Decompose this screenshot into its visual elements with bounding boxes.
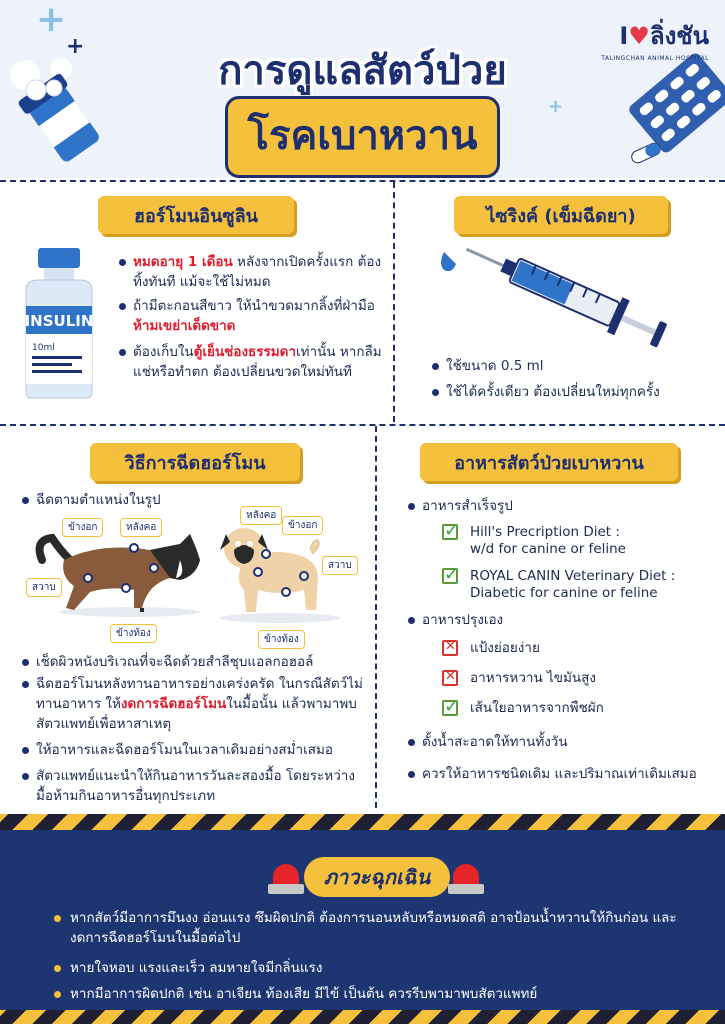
syringe-bullet-2: ใช้ได้ครั้งเดียว ต้องเปลี่ยนใหม่ทุกครั้ง — [446, 382, 716, 402]
insulin-vial-icon — [16, 246, 102, 406]
food-homemade-label: อาหารปรุงเอง — [422, 610, 702, 630]
emergency-bullet-3: หากมีอาการผิดปกติ เช่น อาเจียน ท้องเสีย มีไข้ เป็นต้น ควรรีบพามาพบสัตวแพทย์ — [70, 984, 690, 1004]
dog-tag-flank: ข้างท้อง — [258, 630, 305, 649]
section-divider — [0, 180, 725, 182]
plus-icon: + — [548, 96, 564, 117]
cat-tag-flank: ข้างท้อง — [110, 624, 157, 643]
cross-icon — [442, 670, 458, 686]
check-icon — [442, 700, 458, 716]
syringe-icon — [436, 244, 686, 354]
food-same-food: ควรให้อาหารชนิดเดิม และปริมาณเท่าเดิมเสมอ — [422, 764, 712, 784]
syringe-bullet-1: ใช้ขนาด 0.5 ml — [446, 356, 706, 376]
injection-bullet-3: ให้อาหารและฉีดฮอร์โมนในเวลาเดิมอย่างสม่ำเสมอ — [36, 740, 366, 760]
plus-icon: + — [36, 0, 67, 40]
injection-bullet-1: เช็ดผิวหนังบริเวณที่จะฉีดด้วยสำลีชุบแอลกอฮอล์ — [36, 652, 366, 672]
vial-label: INSULIN — [24, 312, 94, 330]
injection-bullet-4: สัตวแพทย์แนะนำให้กินอาหารวันละสองมื้อ โดยระหว่างมื้อห้ามกินอาหารอื่นทุกประเภท — [36, 766, 366, 806]
insulin-bullet-1: หมดอายุ 1 เดือน หลังจากเปิดครั้งแรก ต้องทิ้งทันที แม้จะใช้ไม่หมด — [133, 254, 382, 290]
food-readymade-label: อาหารสำเร็จรูป — [422, 496, 702, 516]
page-title-line2: โรคเบาหวาน — [0, 96, 725, 178]
page-title-line1: การดูแลสัตว์ป่วย — [218, 48, 507, 94]
injection-heading: วิธีการฉีดฮอร์โมน — [90, 443, 300, 481]
plus-icon: + — [66, 34, 85, 59]
dog-tag-armpit: ข้างอก — [282, 516, 323, 535]
food-homemade-3: เส้นใยอาหารจากพืชผัก — [470, 700, 604, 716]
cat-tag-armpit: ข้างอก — [62, 518, 103, 537]
check-icon — [442, 524, 458, 540]
food-water: ตั้งน้ำสะอาดให้ทานทั้งวัน — [422, 732, 712, 752]
injection-bullet-2: ฉีดฮอร์โมนหลังทานอาหารอย่างเคร่งครัด ในกรณีสัตว์ไม่ทานอาหาร ให้งดการฉีดฮอร์โมนในมื้อนั้น แล้วพามาพบสัตวแพทย์เพื่อหาสาเหตุ — [36, 674, 366, 734]
section-divider — [375, 426, 377, 808]
dog-tag-hip: สวาบ — [322, 556, 358, 575]
syringe-heading: ไซริงค์ (เข็มฉีดยา) — [454, 196, 668, 234]
section-divider — [393, 182, 395, 422]
food-readymade-1: Hill's Precription Diet : w/d for canine or feline — [470, 524, 626, 557]
siren-icon — [448, 860, 484, 894]
vial-volume: 10ml — [32, 343, 55, 353]
emergency-heading: ภาวะฉุกเฉิน — [304, 857, 450, 897]
injection-intro: ฉีดตามตำแหน่งในรูป — [36, 490, 336, 510]
cat-tag-neck: หลังคอ — [120, 518, 162, 537]
header — [0, 0, 725, 178]
hospital-logo: I♥ลิ่งชัน TALINGCHAN ANIMAL HOSPITAL — [601, 22, 709, 62]
insulin-bullet-3: ต้องเก็บในตู้เย็นช่องธรรมดาเท่านั้น หากลืมแช่หรือทำตก ต้องเปลี่ยนขวดใหม่ทันที — [133, 344, 382, 380]
food-homemade-2: อาหารหวาน ไขมันสูง — [470, 670, 596, 686]
siren-icon — [268, 860, 304, 894]
check-icon — [442, 568, 458, 584]
cross-icon — [442, 640, 458, 656]
insulin-heading: ฮอร์โมนอินซูลิน — [98, 196, 294, 234]
food-homemade-1: แป้งย่อยง่าย — [470, 640, 540, 656]
insulin-bullet-2: ถ้ามีตะกอนสีขาว ให้นำขวดมากลิ้งที่ฝ่ามือ ห้ามเขย่าเด็ดขาด — [133, 296, 383, 336]
cat-tag-hip: สวาบ — [26, 578, 62, 597]
dog-tag-neck: หลังคอ — [240, 506, 282, 525]
section-divider — [0, 424, 725, 426]
heart-icon: ♥ — [628, 22, 650, 50]
emergency-bullet-1: หากสัตว์มีอาการมึนงง อ่อนแรง ซึมผิดปกติ ต้องการนอนหลับหรือหมดสติ อาจป้อนน้ำหวานให้กินก่อน และงดการฉีดฮอร์โมนในมื้อต่อไป — [70, 908, 690, 948]
hazard-stripe-bottom — [0, 1010, 725, 1024]
emergency-bullet-2: หายใจหอบ แรงและเร็ว ลมหายใจมีกลิ่นแรง — [70, 958, 690, 978]
food-heading: อาหารสัตว์ป่วยเบาหวาน — [420, 443, 678, 481]
food-readymade-2: ROYAL CANIN Veterinary Diet : Diabetic for canine or feline — [470, 568, 676, 601]
hazard-stripe-top — [0, 814, 725, 830]
